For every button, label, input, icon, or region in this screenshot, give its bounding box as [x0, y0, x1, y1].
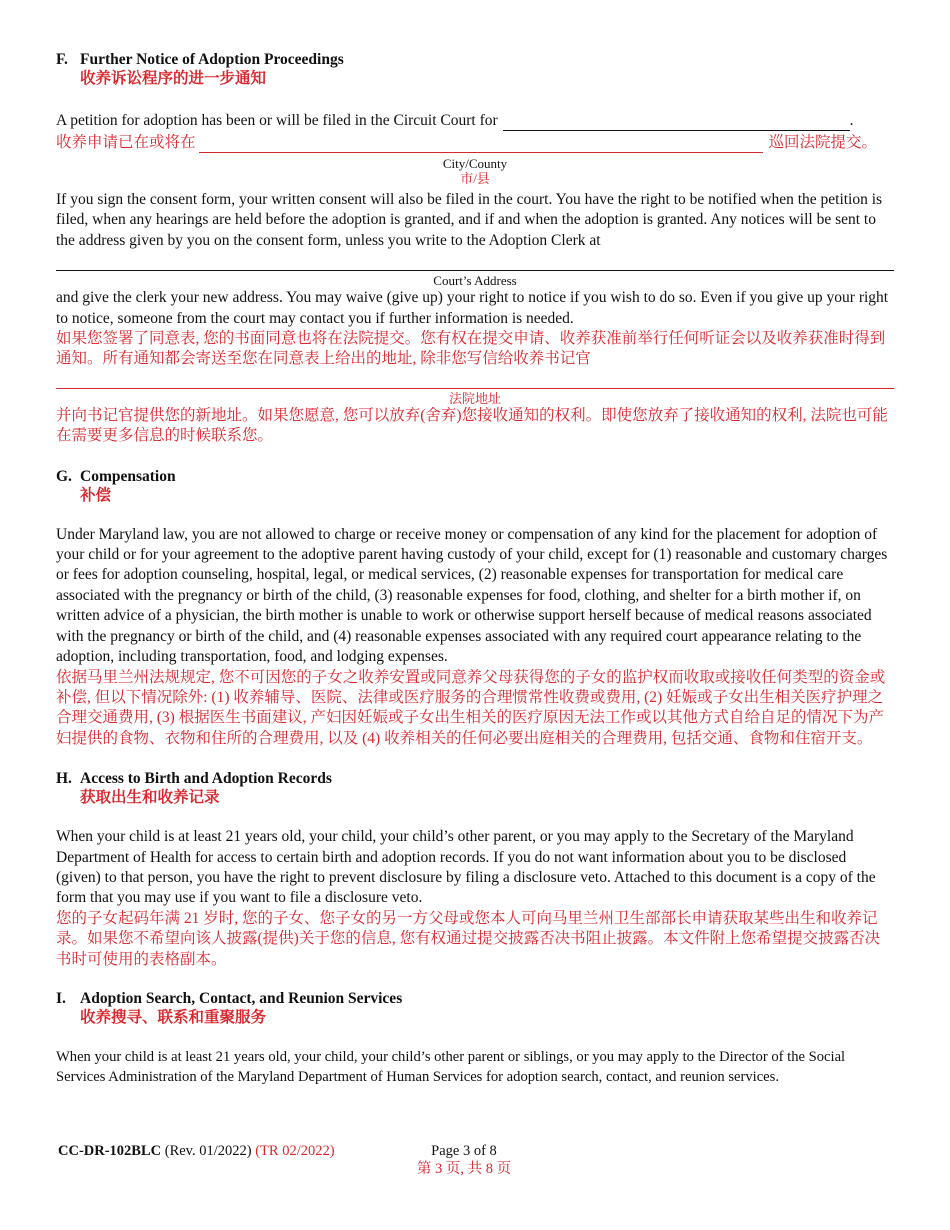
- section-i-title-zh: 收养搜寻、联系和重聚服务: [80, 1008, 267, 1026]
- section-g-letter: G.: [56, 467, 72, 485]
- records-paragraph-zh: 您的子女起码年满 21 岁时, 您的子女、您子女的另一方父母或您本人可向马里兰州卫生部部长申请获取某些出生和收养记录。如果您不希望向该人披露(提供)关于您的信息, 您有权通过提交披露否决书阻止披露。本文件附上您希望提交披露否决书时可使用的表格副本。: [56, 909, 881, 968]
- records-paragraph: When your child is at least 21 years old, your child, your child’s other parent, or you may apply to the Secretary of the Maryland Department of Health for access to certain birth and adoption records. If you do not want information about you to be disclosed (given) to that person, you have the right to prevent disclosure by filing a disclosure veto. Attached to this document is a copy of the form that you may use if you want to file a disclosure veto.: [56, 828, 876, 907]
- page-footer: [58, 1142, 898, 1178]
- compensation-paragraph: Under Maryland law, you are not allowed to charge or receive money or compensation of any kind for the placement for adoption of your child or for your agreement to the adoptive parent having custody of your child, except for (1) reasonable and customary charges or fees for adoption counseling, hospital, legal, or medical services, (2) reasonable expenses for transportation for medical care associated with the pregnancy or birth of the child, (3) reasonable expenses for food, clothing, and shelter for a birth mother if, on written advice of a physician, the birth mother is unable to work or otherwise support herself because of medical reasons associated with the pregnancy or birth of the child, and (4) reasonable expenses associated with any required court appearance relating to the adoption, including transportation, food, and lodging expenses.: [56, 525, 888, 666]
- court-address-label: Court’s Address: [433, 273, 517, 289]
- city-county-label: City/County: [442, 156, 508, 171]
- section-i-heading: [56, 989, 894, 1028]
- section-f-title: Further Notice of Adoption Proceedings: [80, 51, 344, 68]
- section-g-heading: [56, 467, 894, 506]
- petition-line: [56, 111, 894, 131]
- section-f-heading: [56, 50, 894, 89]
- petition-line-zh: [56, 133, 894, 153]
- section-g-title-zh: 补偿: [80, 486, 112, 504]
- petition-suffix-zh: 巡回法院提交。: [768, 134, 878, 151]
- court-address-field[interactable]: [56, 270, 894, 271]
- section-f-letter: F.: [56, 51, 68, 68]
- circuit-court-field[interactable]: [503, 114, 850, 131]
- petition-prefix: A petition for adoption has been or will be filed in the Circuit Court for: [56, 112, 498, 129]
- reunion-paragraph: When your child is at least 21 years old, your child, your child’s other parent or siblings, or you may apply to the Director of the Social Services Administration of the Maryland Department of Human Services for adoption search, contact, and reunion services.: [56, 1048, 846, 1086]
- translation-revision: (TR 02/2022): [255, 1143, 335, 1159]
- form-code: CC-DR-102BLC: [58, 1143, 162, 1159]
- section-g-title: Compensation: [80, 467, 176, 485]
- document-page: [56, 50, 894, 1088]
- petition-prefix-zh: 收养申请已在或将在: [56, 134, 196, 151]
- consent-paragraph: If you sign the consent form, your written consent will also be filed in the court. You have the right to be notified when the petition is filed, when any hearings are held before the adoption is granted, and if and when the adoption is granted. Any notices will be sent to the address given by you on the consent form, unless you write to the Adoption Clerk at: [56, 191, 883, 249]
- page-number-zh: 第 3 页, 共 8 页: [416, 1161, 512, 1177]
- city-county-label-zh: 市/县: [460, 171, 490, 186]
- page-number: Page 3 of 8: [431, 1143, 497, 1159]
- waive-paragraph-zh: 并向书记官提供您的新地址。如果您愿意, 您可以放弃(舍弃)您接收通知的权利。即使您放弃了接收通知的权利, 法院也可能在需要更多信息的时候联系您。: [56, 406, 888, 445]
- section-h-heading: [56, 769, 894, 808]
- section-i-title: Adoption Search, Contact, and Reunion Services: [80, 989, 403, 1007]
- section-f-title-zh: 收养诉讼程序的进一步通知: [80, 70, 267, 87]
- circuit-court-field-zh[interactable]: [199, 138, 763, 153]
- section-h-title: Access to Birth and Adoption Records: [80, 770, 332, 788]
- consent-paragraph-zh: 如果您签署了同意表, 您的书面同意也将在法院提交。您有权在提交申请、收养获准前举行任何听证会以及收养获准时得到通知。所有通知都会寄送至您在同意表上给出的地址, 除非您写信给收养书记官: [56, 330, 886, 368]
- court-address-label-zh: 法院地址: [448, 390, 501, 406]
- waive-paragraph: and give the clerk your new address. You may waive (give up) your right to notice if you wish to do so. Even if you give up your right to notice, someone from the court may contact you if further information is needed.: [56, 289, 889, 327]
- section-i-letter: I.: [56, 989, 66, 1007]
- section-h-title-zh: 获取出生和收养记录: [80, 789, 220, 807]
- form-revision: (Rev. 01/2022): [164, 1143, 252, 1159]
- court-address-field-zh[interactable]: [56, 388, 894, 389]
- section-h-letter: H.: [56, 770, 72, 788]
- compensation-paragraph-zh: 依据马里兰州法规规定, 您不可因您的子女之收养安置或同意养父母获得您的子女的监护权而收取或接收任何类型的资金或补偿, 但以下情况除外: (1) 收养辅导、医院、法律或医疗服务的合理惯常性收费或费用, (2) 妊娠或子女出生相关医疗护理之合理交通费用, (3) 根据医生书面建议, 产妇因妊娠或子女出生相关的医疗原因无法工作或以其他方式自给自足的情况下为产妇提供的食物、衣物和住所的合理费用, 以及 (4) 收养相关的任何必要出庭相关的合理费用, 包括交通、食物和住宿开支。: [56, 668, 886, 747]
- petition-period: .: [849, 112, 854, 129]
